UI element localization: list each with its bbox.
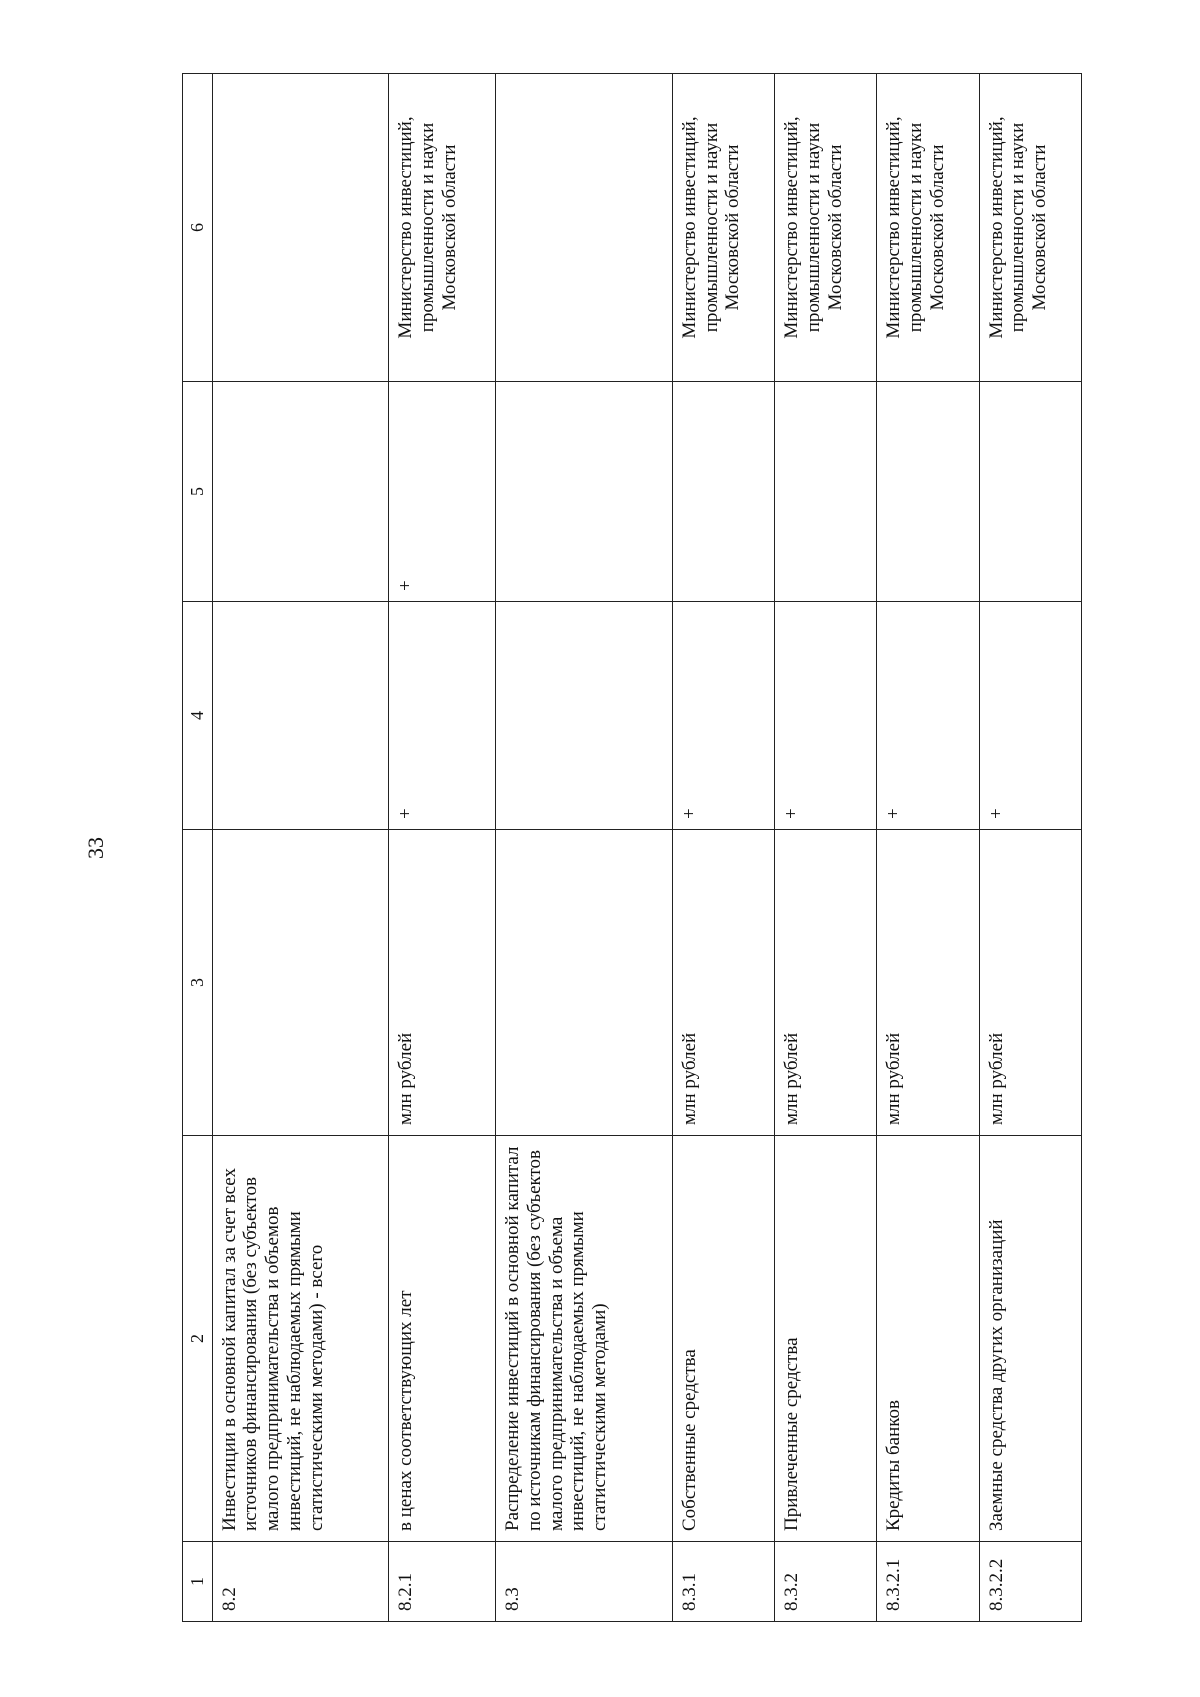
- col4-mark: [495, 602, 672, 830]
- unit-cell: млн рублей: [775, 830, 877, 1136]
- col4-mark: +: [672, 602, 774, 830]
- col5-mark: [979, 382, 1081, 602]
- col5-mark: +: [389, 382, 496, 602]
- indicator-name: Заемные средства других организаций: [979, 1136, 1081, 1542]
- responsible-cell: [212, 74, 389, 382]
- table-row: [877, 74, 979, 1622]
- header-cell: 6: [183, 74, 213, 382]
- table-row: [212, 74, 389, 1622]
- responsible-cell: Министерство инвестиций, промышленности и науки Московской области: [389, 74, 496, 382]
- header-row: [183, 74, 213, 1622]
- indicator-name: в ценах соответствующих лет: [389, 1136, 496, 1542]
- unit-cell: [212, 830, 389, 1136]
- col4-mark: +: [979, 602, 1081, 830]
- header-cell: 3: [183, 830, 213, 1136]
- col4-mark: +: [775, 602, 877, 830]
- row-number: 8.3: [495, 1542, 672, 1622]
- unit-cell: млн рублей: [877, 830, 979, 1136]
- col5-mark: [672, 382, 774, 602]
- table-row: [495, 74, 672, 1622]
- col4-mark: +: [389, 602, 496, 830]
- table-row: [389, 74, 496, 1622]
- row-number: 8.2.1: [389, 1542, 496, 1622]
- responsible-cell: Министерство инвестиций, промышленности и науки Московской области: [877, 74, 979, 382]
- header-cell: 5: [183, 382, 213, 602]
- row-number: 8.2: [212, 1542, 389, 1622]
- unit-cell: млн рублей: [672, 830, 774, 1136]
- header-cell: 2: [183, 1136, 213, 1542]
- row-number: 8.3.2.2: [979, 1542, 1081, 1622]
- unit-cell: [495, 830, 672, 1136]
- responsible-cell: [495, 74, 672, 382]
- table-row: [775, 74, 877, 1622]
- header-cell: 1: [183, 1542, 213, 1622]
- responsible-cell: Министерство инвестиций, промышленности и науки Московской области: [672, 74, 774, 382]
- col4-mark: [212, 602, 389, 830]
- row-number: 8.3.1: [672, 1542, 774, 1622]
- responsible-cell: Министерство инвестиций, промышленности и науки Московской области: [979, 74, 1081, 382]
- indicators-table: [182, 73, 1082, 1622]
- indicator-name: Кредиты банков: [877, 1136, 979, 1542]
- indicator-name: Распределение инвестиций в основной капитал по источникам финансирования (без субъектов малого предпринимательства и объема инвестиций, не наблюдаемых прямыми статистическими методами): [495, 1136, 672, 1542]
- header-cell: 4: [183, 602, 213, 830]
- row-number: 8.3.2.1: [877, 1542, 979, 1622]
- table-row: [672, 74, 774, 1622]
- page-number: 33: [83, 837, 108, 859]
- col5-mark: [212, 382, 389, 602]
- indicator-name: Привлеченные средства: [775, 1136, 877, 1542]
- responsible-cell: Министерство инвестиций, промышленности и науки Московской области: [775, 74, 877, 382]
- table-row: [979, 74, 1081, 1622]
- col4-mark: +: [877, 602, 979, 830]
- unit-cell: млн рублей: [979, 830, 1081, 1136]
- col5-mark: [877, 382, 979, 602]
- col5-mark: [495, 382, 672, 602]
- rotated-table-container: [182, 74, 1082, 1622]
- col5-mark: [775, 382, 877, 602]
- unit-cell: млн рублей: [389, 830, 496, 1136]
- indicator-name: Собственные средства: [672, 1136, 774, 1542]
- indicator-name: Инвестиции в основной капитал за счет всех источников финансирования (без субъектов малого предпринимательства и объемов инвестиций, не наблюдаемых прямыми статистическими методами) - всего: [212, 1136, 389, 1542]
- row-number: 8.3.2: [775, 1542, 877, 1622]
